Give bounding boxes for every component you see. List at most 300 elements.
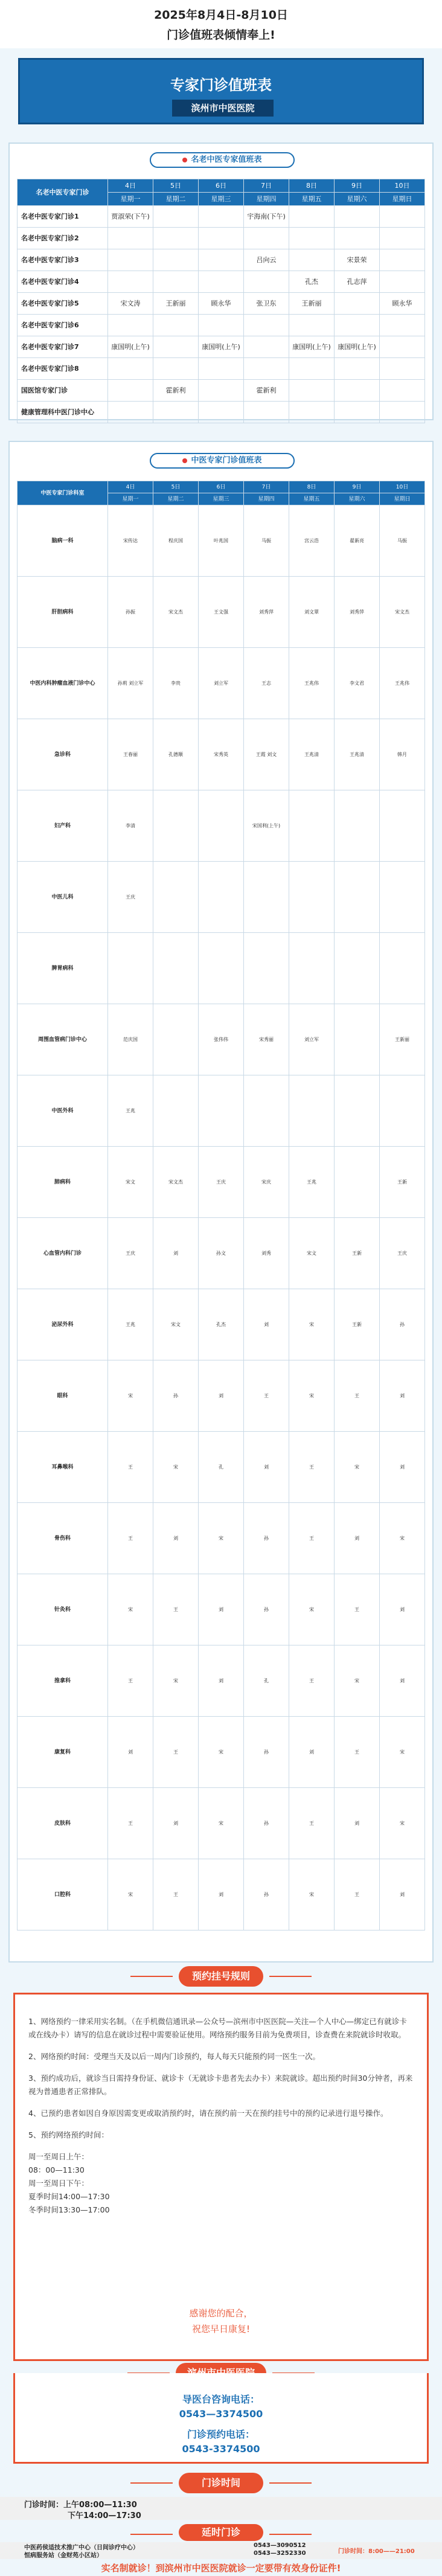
doctor-cell: 孔 <box>244 1645 289 1717</box>
date-header: 7日 <box>244 481 289 493</box>
doctor-cell <box>335 293 380 315</box>
doctor-cell: 张伟伟 <box>199 1004 244 1075</box>
doctor-cell <box>335 206 380 228</box>
weekday-header: 星期六 <box>335 493 380 505</box>
date-header: 4日 <box>108 481 153 493</box>
doctor-cell: 宋 <box>108 1574 153 1645</box>
doctor-cell: 程庆国 <box>153 505 199 577</box>
table-row <box>18 1645 425 1717</box>
doctor-cell: 宋 <box>153 1645 199 1717</box>
doctor-cell <box>380 380 425 402</box>
thanks-line-1: 感谢您的配合， <box>189 2308 253 2319</box>
doctor-cell <box>108 228 153 249</box>
doctor-cell: 刘立军 <box>289 1004 335 1075</box>
doctor-cell: 刘 <box>380 1432 425 1503</box>
table-row <box>18 336 425 358</box>
doctor-cell <box>380 249 425 271</box>
doctor-cell <box>199 358 244 380</box>
doctor-cell <box>289 380 335 402</box>
doctor-cell <box>244 336 289 358</box>
doctor-cell: 王 <box>108 1645 153 1717</box>
top-heading <box>0 0 442 48</box>
doctor-cell: 翟新亮 <box>335 505 380 577</box>
doctor-cell <box>289 1075 335 1147</box>
doctor-cell <box>153 933 199 1004</box>
weekday-header: 星期日 <box>380 493 425 505</box>
table-row <box>18 1503 425 1574</box>
rule-item: 5、预约网络预约时间： <box>28 2130 109 2139</box>
doctor-cell: 孙 <box>244 1788 289 1859</box>
rule-item: 4、已预约患者如因自身原因需变更或取消预约时，请在预约前一天在预约挂号中的预约记录进行退号操作。 <box>28 2109 388 2118</box>
doctor-cell: 孙 <box>244 1717 289 1788</box>
doctor-cell <box>199 862 244 933</box>
weekday-header: 星期四 <box>244 193 289 206</box>
doctor-cell: 王 <box>289 1503 335 1574</box>
doctor-cell <box>153 249 199 271</box>
doctor-cell: 宋 <box>335 1432 380 1503</box>
doctor-cell: 王 <box>153 1859 199 1930</box>
doctor-cell: 康国明(上午) <box>335 336 380 358</box>
table-row <box>18 380 425 402</box>
banner-title: 专家门诊值班表 <box>170 77 272 94</box>
doctor-cell <box>335 790 380 862</box>
doctor-cell <box>108 402 153 423</box>
consult-label: 导医台咨询电话： <box>182 2394 260 2405</box>
doctor-cell <box>153 402 199 423</box>
doctor-cell: 王庆 <box>199 1147 244 1218</box>
doctor-cell <box>153 271 199 293</box>
doctor-cell: 宋 <box>380 1788 425 1859</box>
weekday-header: 星期二 <box>153 193 199 206</box>
doctor-cell <box>289 862 335 933</box>
tcm-expert-table-wrap <box>17 481 425 1930</box>
table-row <box>18 1360 425 1432</box>
rule-item: 08：00—11:30 <box>28 2165 85 2174</box>
table-row <box>18 1289 425 1360</box>
doctor-cell: 王庆 <box>108 862 153 933</box>
table-row <box>18 1147 425 1218</box>
weekday-header: 星期三 <box>199 493 244 505</box>
doctor-cell <box>244 358 289 380</box>
doctor-cell: 王兆 <box>108 1289 153 1360</box>
doctor-cell: 王新丽 <box>153 293 199 315</box>
doctor-cell <box>108 315 153 336</box>
doctor-cell: 张卫东 <box>244 293 289 315</box>
doctor-cell: 宋文 <box>108 1147 153 1218</box>
doctor-cell <box>153 1075 199 1147</box>
doctor-cell <box>244 1075 289 1147</box>
doctor-cell: 刘 <box>244 1289 289 1360</box>
doctor-cell <box>153 862 199 933</box>
doctor-cell: 刘 <box>153 1218 199 1289</box>
date-header: 10日 <box>380 179 425 193</box>
table-row <box>18 206 425 228</box>
table-corner: 中医专家门诊科室 <box>18 481 108 505</box>
extended-title: 延时门诊 <box>179 2524 263 2541</box>
doctor-cell <box>335 862 380 933</box>
doctor-cell: 宫云浩 <box>289 505 335 577</box>
doctor-cell: 孙 <box>244 1574 289 1645</box>
doctor-cell <box>380 228 425 249</box>
doctor-cell: 李文君 <box>335 648 380 719</box>
dept-name: 名老中医专家门诊4 <box>18 271 108 293</box>
dept-name: 名老中医专家门诊5 <box>18 293 108 315</box>
dept-name: 名老中医专家门诊2 <box>18 228 108 249</box>
doctor-cell <box>289 228 335 249</box>
doctor-cell: 孔杰 <box>199 1289 244 1360</box>
doctor-cell: 王 <box>289 1788 335 1859</box>
doctor-cell: 马振 <box>380 505 425 577</box>
doctor-cell: 刘 <box>380 1574 425 1645</box>
weekday-header: 星期二 <box>153 493 199 505</box>
doctor-cell: 王 <box>108 1788 153 1859</box>
doctor-cell: 王新 <box>335 1289 380 1360</box>
doctor-cell <box>108 271 153 293</box>
doctor-cell <box>380 358 425 380</box>
table-row <box>18 1859 425 1930</box>
doctor-cell <box>199 380 244 402</box>
doctor-cell: 刘 <box>153 1503 199 1574</box>
doctor-cell: 宋 <box>380 1503 425 1574</box>
doctor-cell: 王 <box>153 1717 199 1788</box>
doctor-cell: 刘 <box>108 1717 153 1788</box>
dept-name: 骨伤科 <box>18 1503 108 1574</box>
doctor-cell: 刘 <box>199 1574 244 1645</box>
doctor-cell: 宋传达 <box>108 505 153 577</box>
doctor-cell <box>199 402 244 423</box>
doctor-cell: 范庆国 <box>108 1004 153 1075</box>
doctor-cell: 康国明(上午) <box>289 336 335 358</box>
date-header: 6日 <box>199 481 244 493</box>
date-header: 7日 <box>244 179 289 193</box>
weekday-header: 星期三 <box>199 193 244 206</box>
doctor-cell <box>335 1075 380 1147</box>
doctor-cell: 宋 <box>108 1859 153 1930</box>
doctor-cell: 刘 <box>153 1788 199 1859</box>
doctor-cell <box>244 228 289 249</box>
doctor-cell: 宋 <box>153 1432 199 1503</box>
rules-list <box>15 1994 427 2217</box>
rules-title: 预约挂号规则 <box>179 1966 263 1987</box>
table-row <box>18 1075 425 1147</box>
doctor-cell: 王 <box>108 1432 153 1503</box>
doctor-cell: 宋文 <box>153 1289 199 1360</box>
hours-title: 门诊时间 <box>179 2473 263 2493</box>
doctor-cell: 康国明(上午) <box>108 336 153 358</box>
table-row <box>18 577 425 648</box>
doctor-cell <box>289 249 335 271</box>
doctor-cell: 刘 <box>335 1503 380 1574</box>
table-row <box>18 315 425 336</box>
doctor-cell: 刘 <box>380 1645 425 1717</box>
weekday-header: 星期一 <box>108 193 153 206</box>
doctor-cell: 刘 <box>199 1360 244 1432</box>
doctor-cell: 马振 <box>244 505 289 577</box>
doctor-cell: 宋 <box>199 1788 244 1859</box>
doctor-cell: 宋文杰 <box>380 577 425 648</box>
doctor-cell <box>335 1147 380 1218</box>
banner-hospital: 滨州市中医医院 <box>172 100 274 117</box>
weekday-header: 星期五 <box>289 193 335 206</box>
doctor-cell <box>244 271 289 293</box>
doctor-cell <box>199 228 244 249</box>
doctor-cell <box>335 315 380 336</box>
dept-name: 妇产科 <box>18 790 108 862</box>
doctor-cell: 孔德顺 <box>153 719 199 790</box>
doctor-cell: 孔志萍 <box>335 271 380 293</box>
dept-name: 名老中医专家门诊1 <box>18 206 108 228</box>
table-row <box>18 228 425 249</box>
rule-item: 2、网络预约时间：受理当天及以后一周内门诊预约，每人每天只能预约同一医生一次。 <box>28 2052 320 2061</box>
doctor-cell: 宋景荣 <box>335 249 380 271</box>
doctor-cell: 贾淑荣(下午) <box>108 206 153 228</box>
doctor-cell <box>335 402 380 423</box>
doctor-cell <box>153 206 199 228</box>
doctor-cell <box>380 315 425 336</box>
doctor-cell: 宋庆 <box>244 1147 289 1218</box>
dept-name: 名老中医专家门诊3 <box>18 249 108 271</box>
doctor-cell <box>335 228 380 249</box>
doctor-cell: 宇海南(下午) <box>244 206 289 228</box>
doctor-cell <box>289 206 335 228</box>
dept-name: 中医内科肿瘤血液门诊中心 <box>18 648 108 719</box>
weekday-header: 星期日 <box>380 193 425 206</box>
date-header: 4日 <box>108 179 153 193</box>
bullet-icon <box>182 158 187 162</box>
doctor-cell: 刘 <box>380 1360 425 1432</box>
doctor-cell: 韩月 <box>380 719 425 790</box>
dept-name: 脾胃病科 <box>18 933 108 1004</box>
consult-phone: 0543—3374500 <box>179 2408 263 2420</box>
doctor-cell: 王志 <box>244 648 289 719</box>
extended-band <box>0 2542 442 2559</box>
dept-name: 推拿科 <box>18 1645 108 1717</box>
dept-name: 肺病科 <box>18 1147 108 1218</box>
doctor-cell <box>335 1004 380 1075</box>
booking-label: 门诊预约电话： <box>187 2429 255 2440</box>
doctor-cell: 顾永华 <box>199 293 244 315</box>
hours-pm: 下午14:00—17:30 <box>68 2511 141 2520</box>
doctor-cell: 王兆清 <box>289 719 335 790</box>
table-row <box>18 1218 425 1289</box>
doctor-cell <box>199 271 244 293</box>
table-row <box>18 1004 425 1075</box>
doctor-cell <box>108 249 153 271</box>
doctor-cell: 刘 <box>335 1788 380 1859</box>
doctor-cell: 孔 <box>199 1432 244 1503</box>
doctor-cell: 孙文 <box>199 1218 244 1289</box>
doctor-cell <box>153 315 199 336</box>
doctor-cell: 宋文 <box>289 1218 335 1289</box>
doctor-cell: 霍新利 <box>153 380 199 402</box>
dept-name: 名老中医专家门诊6 <box>18 315 108 336</box>
doctor-cell <box>153 790 199 862</box>
dept-name: 名老中医专家门诊7 <box>18 336 108 358</box>
rule-item: 周一至周日上午： <box>28 2152 89 2161</box>
doctor-cell: 顾永华 <box>380 293 425 315</box>
table-row <box>18 249 425 271</box>
doctor-cell: 孙 <box>380 1289 425 1360</box>
doctor-cell: 王庆 <box>108 1218 153 1289</box>
doctor-cell: 宋文杰 <box>153 1147 199 1218</box>
doctor-cell <box>380 206 425 228</box>
doctor-cell: 王兆伟 <box>289 648 335 719</box>
doctor-cell: 孔杰 <box>289 271 335 293</box>
doctor-cell <box>199 206 244 228</box>
doctor-cell: 孙 <box>244 1859 289 1930</box>
table-row <box>18 862 425 933</box>
doctor-cell: 王 <box>289 1432 335 1503</box>
date-header: 8日 <box>289 481 335 493</box>
thanks-line-2: 祝您早日康复! <box>191 2324 250 2334</box>
doctor-cell: 王新 <box>335 1218 380 1289</box>
contact-box <box>13 2373 429 2464</box>
doctor-cell <box>153 358 199 380</box>
doctor-cell: 宋 <box>108 1360 153 1432</box>
doctor-cell: 王霞 刘文 <box>244 719 289 790</box>
date-header: 8日 <box>289 179 335 193</box>
doctor-cell: 王文强 <box>199 577 244 648</box>
doctor-cell <box>335 358 380 380</box>
dept-name: 脑病一科 <box>18 505 108 577</box>
rule-item: 1、网络预约一律采用实名制。（在手机微信通讯录—公众号—滨州市中医医院—关注—个人中心—绑定已有就诊卡或在线办卡）请写的信息在就诊过程中需要验证使用。网络预约服务目前为免费项目，诊查费在来院就诊时收取。 <box>28 2017 407 2039</box>
weekday-header: 星期四 <box>244 493 289 505</box>
dept-name: 耳鼻喉科 <box>18 1432 108 1503</box>
doctor-cell: 刘 <box>199 1859 244 1930</box>
doctor-cell: 宋 <box>335 1645 380 1717</box>
doctor-cell: 孙莉 刘立军 <box>108 648 153 719</box>
doctor-cell: 宋 <box>289 1360 335 1432</box>
rules-thanks <box>15 2305 427 2337</box>
doctor-cell <box>199 315 244 336</box>
doctor-cell: 孙 <box>153 1360 199 1432</box>
date-header: 9日 <box>335 481 380 493</box>
doctor-cell: 宋文涛 <box>108 293 153 315</box>
table-row <box>18 1432 425 1503</box>
doctor-cell: 王兆 <box>289 1147 335 1218</box>
rule-item: 周一至周日下午： <box>28 2179 89 2188</box>
weekday-header: 星期一 <box>108 493 153 505</box>
doctor-cell <box>199 1075 244 1147</box>
dept-name: 肝胆病科 <box>18 577 108 648</box>
dept-name: 中医外科 <box>18 1075 108 1147</box>
doctor-cell <box>108 358 153 380</box>
dept-name: 急诊科 <box>18 719 108 790</box>
doctor-cell: 王庆 <box>380 1218 425 1289</box>
doctor-cell: 李贵 <box>153 648 199 719</box>
table-row <box>18 1717 425 1788</box>
center-2-phone: 0543—3252330 <box>254 2550 306 2557</box>
rule-item: 夏季时间14:00—17:30 <box>28 2192 110 2201</box>
doctor-cell: 王 <box>335 1859 380 1930</box>
doctor-cell: 宋 <box>199 1717 244 1788</box>
table-row <box>18 505 425 577</box>
doctor-cell: 孙 <box>244 1503 289 1574</box>
table-row <box>18 790 425 862</box>
doctor-cell: 宋秀丽 <box>244 1004 289 1075</box>
doctor-cell: 王 <box>335 1574 380 1645</box>
doctor-cell: 王 <box>153 1574 199 1645</box>
dept-name: 康复科 <box>18 1717 108 1788</box>
doctor-cell: 刘立军 <box>199 648 244 719</box>
rules-box <box>13 1993 429 2361</box>
doctor-cell: 吕向云 <box>244 249 289 271</box>
doctor-cell: 刘 <box>380 1859 425 1930</box>
extended-time: 门诊时间：8:00——21:00 <box>338 2548 415 2555</box>
doctor-cell: 叶兆国 <box>199 505 244 577</box>
doctor-cell <box>199 933 244 1004</box>
weekday-header: 星期五 <box>289 493 335 505</box>
banner <box>18 58 424 124</box>
doctor-cell: 宋秀英 <box>199 719 244 790</box>
doctor-cell <box>289 402 335 423</box>
doctor-cell <box>153 1004 199 1075</box>
weekday-header: 星期六 <box>335 193 380 206</box>
date-header: 5日 <box>153 481 199 493</box>
doctor-cell <box>335 933 380 1004</box>
contact-info <box>15 2373 427 2456</box>
doctor-cell: 刘秀萍 <box>335 577 380 648</box>
doctor-cell <box>380 933 425 1004</box>
footer-notice: 实名制就诊！到滨州市中医医院就诊一定要带有效身份证件! <box>101 2563 341 2574</box>
doctor-cell: 霍新利 <box>244 380 289 402</box>
doctor-cell: 王 <box>289 1645 335 1717</box>
tcm-expert-table <box>17 481 425 1930</box>
heading-subtitle: 门诊值班表倾情奉上! <box>167 28 275 42</box>
doctor-cell <box>199 249 244 271</box>
dept-name: 中医儿科 <box>18 862 108 933</box>
dept-name: 口腔科 <box>18 1859 108 1930</box>
doctor-cell: 刘 <box>199 1645 244 1717</box>
date-header: 9日 <box>335 179 380 193</box>
dept-name: 健康管理科中医门诊中心 <box>18 402 108 423</box>
doctor-cell <box>289 933 335 1004</box>
doctor-cell: 宋国利(上午) <box>244 790 289 862</box>
rule-item: 冬季时间13:30—17:00 <box>28 2205 110 2214</box>
doctor-cell <box>380 790 425 862</box>
doctor-cell: 王新 <box>380 1147 425 1218</box>
doctor-cell <box>244 862 289 933</box>
doctor-cell <box>244 402 289 423</box>
table-row <box>18 1574 425 1645</box>
doctor-cell: 刘秀 <box>244 1218 289 1289</box>
doctor-cell: 刘 <box>244 1432 289 1503</box>
rule-item: 3、预约成功后，就诊当日需持身份证、就诊卡（无就诊卡患者先去办卡）来院就诊。超出预约时间30分钟者，再来视为普通患者正常排队。 <box>28 2074 413 2096</box>
doctor-cell <box>108 933 153 1004</box>
date-header: 10日 <box>380 481 425 493</box>
doctor-cell: 刘秀萍 <box>244 577 289 648</box>
doctor-cell: 王春丽 <box>108 719 153 790</box>
doctor-cell: 王新丽 <box>380 1004 425 1075</box>
table-row <box>18 1788 425 1859</box>
tcm-expert-label: 中医专家门诊值班表 <box>150 453 295 469</box>
dept-name: 心血管内科门诊 <box>18 1218 108 1289</box>
famous-doctor-label: 名老中医专家值班表 <box>150 152 295 168</box>
doctor-cell <box>199 790 244 862</box>
table-row <box>18 271 425 293</box>
doctor-cell <box>335 380 380 402</box>
booking-phone: 0543-3374500 <box>182 2443 260 2455</box>
doctor-cell: 康国明(上午) <box>199 336 244 358</box>
table-row <box>18 358 425 380</box>
doctor-cell: 宋 <box>289 1289 335 1360</box>
table-row <box>18 933 425 1004</box>
date-header: 6日 <box>199 179 244 193</box>
hours-band <box>0 2497 442 2520</box>
dept-name: 针灸科 <box>18 1574 108 1645</box>
dept-name: 名老中医专家门诊8 <box>18 358 108 380</box>
doctor-cell <box>289 315 335 336</box>
